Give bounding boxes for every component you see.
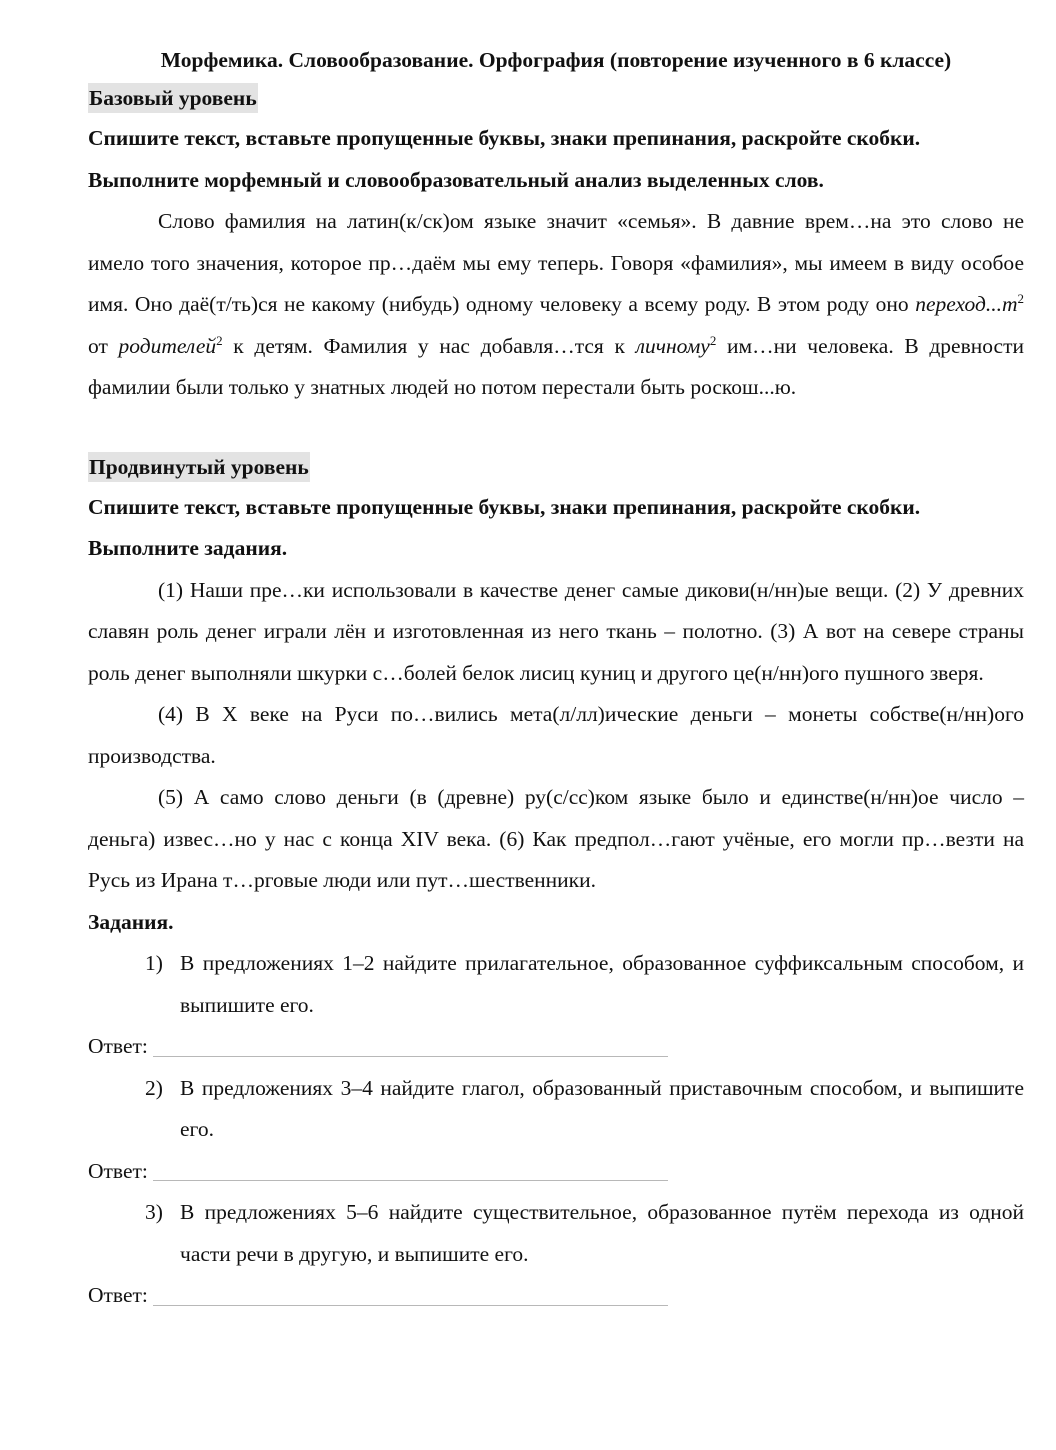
basic-level-heading: Базовый уровень <box>88 83 258 113</box>
section-spacer <box>88 409 1024 450</box>
task-text: В предложениях 3–4 найдите глагол, образованный приставочным способом, и выпишите его. <box>180 1075 1024 1141</box>
advanced-instruction-2: Выполните задания. <box>88 536 288 560</box>
advanced-instruction-1: Спишите текст, вставьте пропущенные буквы, знаки препинания, раскройте скобки. <box>88 494 921 519</box>
document-page <box>88 40 1024 1317</box>
advanced-section <box>88 450 1024 902</box>
answer-line[interactable] <box>153 1180 668 1181</box>
basic-text-end: им…ни человека. В древности фамилии были только у знатных людей но потом перестали быть роскош...ю. <box>88 333 1024 399</box>
task-number: 2) <box>145 1075 163 1100</box>
highlighted-word-2: родителей <box>118 333 217 358</box>
answer-row <box>88 1151 1024 1193</box>
basic-instruction-1: Спишите текст, вставьте пропущенные буквы, знаки препинания, раскройте скобки. <box>88 126 921 150</box>
basic-instruction-2: Выполните морфемный и словообразовательный анализ выделенных слов. <box>88 167 824 192</box>
basic-text-start: Слово фамилия на латин(к/ск)ом языке значит «семья». В давние врем…на это слово не имело того значения, которое пр…даём мы ему теперь. Говоря «фамилия», мы имеем в виду особое имя. Оно даё(т/ть)ся не какому (нибудь) одному человеку а всему роду. В этом роду оно <box>88 209 1024 316</box>
task-item <box>88 1192 1024 1275</box>
task-number: 1) <box>145 951 163 975</box>
answer-line[interactable] <box>153 1305 668 1306</box>
answer-row <box>88 1026 1024 1068</box>
highlighted-word-2-mark: 2 <box>216 332 223 348</box>
basic-section <box>88 81 1024 409</box>
task-item <box>88 943 1024 1026</box>
basic-text-mid-1: от <box>88 333 108 358</box>
task-text: В предложениях 5–6 найдите существительное, образованное путём перехода из одной части речи в другую, и выпишите его. <box>180 1200 1024 1266</box>
highlighted-word-3: личному <box>635 333 710 358</box>
advanced-level-heading: Продвинутый уровень <box>88 452 310 482</box>
advanced-paragraph-2: (4) В X веке на Руси по…вились мета(л/лл)ические деньги – монеты собстве(н/нн)ого производства. <box>88 702 1024 768</box>
page-title: Морфемика. Словообразование. Орфография (повторение изученного в 6 классе) <box>160 48 952 72</box>
highlighted-word-1: переход...т <box>915 292 1018 316</box>
task-text: В предложениях 1–2 найдите прилагательное, образованное суффиксальным способом, и выпишите его. <box>180 951 1024 1017</box>
answer-label: Ответ: <box>88 1158 148 1183</box>
answer-label: Ответ: <box>88 1283 148 1307</box>
tasks-heading: Задания. <box>88 909 174 934</box>
task-item <box>88 1068 1024 1151</box>
advanced-paragraph-3: (5) А само слово деньги (в (древне) ру(с/сс)ком языке было и единстве(н/нн)ое число – деньга) извес…но у нас с конца XIV века. (6) Как предпол…гают учёные, его могли пр…везти на Русь из Ирана т…рговые люди или пут…шественники. <box>88 785 1024 892</box>
answer-row <box>88 1275 1024 1317</box>
task-number: 3) <box>145 1200 163 1224</box>
highlighted-word-3-mark: 2 <box>709 332 717 348</box>
basic-text-mid-2: к детям. Фамилия у нас добавля…тся к <box>233 333 625 358</box>
answer-label: Ответ: <box>88 1034 148 1058</box>
advanced-paragraph-1: (1) Наши пре…ки использовали в качестве денег самые дикови(н/нн)ые вещи. (2) У древних славян роль денег играли лён и изготовленная из него ткань – полотно. (3) А вот на севере страны роль денег выполняли шкурки с…болей белок лисиц куниц и другого це(н/нн)ого пушного зверя. <box>88 577 1024 685</box>
answer-line[interactable] <box>153 1056 668 1057</box>
highlighted-word-1-mark: 2 <box>1017 290 1024 306</box>
basic-text <box>88 201 1024 409</box>
tasks-section <box>88 902 1024 1317</box>
